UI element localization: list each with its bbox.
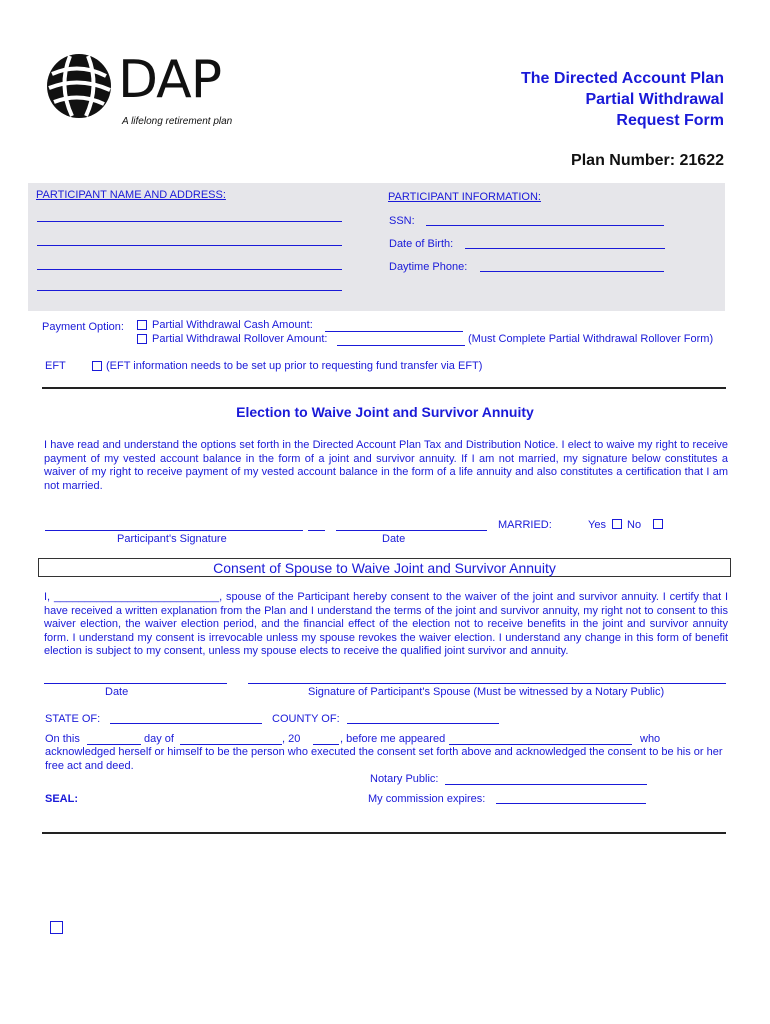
- title-line: The Directed Account Plan: [521, 70, 724, 87]
- phone-label: Daytime Phone:: [389, 261, 468, 273]
- cash-label: Partial Withdrawal Cash Amount:: [152, 319, 313, 331]
- participant-box: [28, 183, 725, 311]
- state-label: STATE OF:: [45, 713, 101, 725]
- rollover-amount-field[interactable]: [337, 345, 465, 346]
- form-title: [404, 68, 724, 131]
- name-line-1[interactable]: [37, 221, 342, 222]
- consent-heading: Consent of Spouse to Waive Joint and Survivor Annuity: [213, 560, 556, 576]
- election-heading: Election to Waive Joint and Survivor Annuity: [236, 404, 534, 420]
- participant-date-label: Date: [382, 533, 406, 545]
- participant-signature-label: Participant's Signature: [117, 533, 227, 545]
- cash-amount-field[interactable]: [325, 331, 463, 332]
- dob-field[interactable]: [465, 248, 665, 249]
- on-this-label: On this: [45, 733, 80, 745]
- name-line-3[interactable]: [37, 269, 342, 270]
- footer-checkbox[interactable]: [50, 921, 63, 934]
- month-field[interactable]: [180, 744, 282, 745]
- spouse-name-field[interactable]: ___________________________: [53, 591, 220, 603]
- spouse-date-label: Date: [105, 686, 129, 698]
- plan-number: Plan Number: 21622: [571, 152, 724, 169]
- dob-label: Date of Birth:: [389, 238, 454, 250]
- eft-label: EFT: [45, 360, 66, 372]
- no-label: No: [627, 519, 642, 531]
- married-yes-checkbox[interactable]: [612, 519, 622, 529]
- spouse-signature-field[interactable]: [248, 683, 726, 684]
- year-field[interactable]: [313, 744, 339, 745]
- name-line-4[interactable]: [37, 290, 342, 291]
- dap-logo: [44, 50, 254, 135]
- title-line: Partial Withdrawal: [585, 91, 724, 108]
- appeared-name-field[interactable]: [449, 744, 632, 745]
- married-no-checkbox[interactable]: [653, 519, 663, 529]
- commission-field[interactable]: [496, 803, 646, 804]
- consent-body: , spouse of the Participant hereby consent to the waiver of the joint and survivor annuity. I certify that I have received a written explanation from the Plan and I understand the terms of the joint and survivor annuity, my right not to consent to this waiver election, the waiver election period, and the financial effect of the election not to receive benefits in the joint and survivor annuity form. I understand my consent is irrevocable unless my spouse revokes the waiver election. I understand any change in this form of benefit election is subject to my consent, unless my spouse elects to receive the qualified joint survivor and annuity.: [44, 591, 729, 658]
- before-me-label: , before me appeared: [340, 733, 446, 745]
- rollover-label: Partial Withdrawal Rollover Amount:: [152, 333, 328, 345]
- rollover-note: (Must Complete Partial Withdrawal Rollover Form): [468, 333, 714, 345]
- seal-label: SEAL:: [45, 793, 78, 805]
- bottom-divider: [42, 832, 726, 834]
- ssn-label: SSN:: [389, 215, 415, 227]
- acknowledgement-text: acknowledged herself or himself to be the person who executed the consent set forth above and acknowledged the consent to be his or her free act and deed.: [45, 746, 723, 772]
- name-line-2[interactable]: [37, 245, 342, 246]
- participant-info-label: PARTICIPANT INFORMATION:: [388, 191, 541, 203]
- consent-text: [44, 591, 728, 659]
- spouse-signature-label: Signature of Participant's Spouse (Must be witnessed by a Notary Public): [308, 686, 665, 698]
- year-label: , 20: [282, 733, 301, 745]
- election-text: I have read and understand the options set forth in the Directed Account Plan Tax and Distribution Notice. I elect to waive my right to receive payment of my vested account balance in the form of a joint and survivor annuity. If I am not married, my signature below constitutes a waiver of my right to receive payment of my vested account balance in the form of a life annuity and also constitutes a certification that I am not married.: [44, 439, 728, 492]
- name-address-label: PARTICIPANT NAME AND ADDRESS:: [36, 189, 226, 201]
- day-of-label: day of: [144, 733, 174, 745]
- county-field[interactable]: [347, 723, 499, 724]
- brand-tagline: A lifelong retirement plan: [122, 116, 233, 127]
- consent-prefix: I,: [44, 591, 54, 603]
- eft-note: (EFT information needs to be set up prior to requesting fund transfer via EFT): [106, 360, 483, 372]
- phone-field[interactable]: [480, 271, 664, 272]
- who-label: who: [640, 733, 661, 745]
- commission-label: My commission expires:: [368, 793, 486, 805]
- spouse-date-field[interactable]: [44, 683, 227, 684]
- married-label: MARRIED:: [498, 519, 552, 531]
- county-label: COUNTY OF:: [272, 713, 340, 725]
- title-line: Request Form: [616, 112, 724, 129]
- cash-checkbox[interactable]: [137, 320, 147, 330]
- ssn-field[interactable]: [426, 225, 664, 226]
- rollover-checkbox[interactable]: [137, 334, 147, 344]
- eft-checkbox[interactable]: [92, 361, 102, 371]
- yes-label: Yes: [588, 519, 606, 531]
- section-divider: [42, 387, 726, 389]
- brand-name: DAP: [118, 50, 222, 110]
- payment-option-label: Payment Option:: [42, 321, 124, 333]
- consent-heading-box: [38, 558, 731, 577]
- notary-public-field[interactable]: [445, 784, 647, 785]
- signature-dash: [308, 530, 325, 531]
- participant-signature-field[interactable]: [45, 530, 303, 531]
- globe-icon: [44, 52, 114, 120]
- state-field[interactable]: [110, 723, 262, 724]
- day-field[interactable]: [87, 744, 141, 745]
- notary-public-label: Notary Public:: [370, 773, 439, 785]
- participant-date-field[interactable]: [336, 530, 487, 531]
